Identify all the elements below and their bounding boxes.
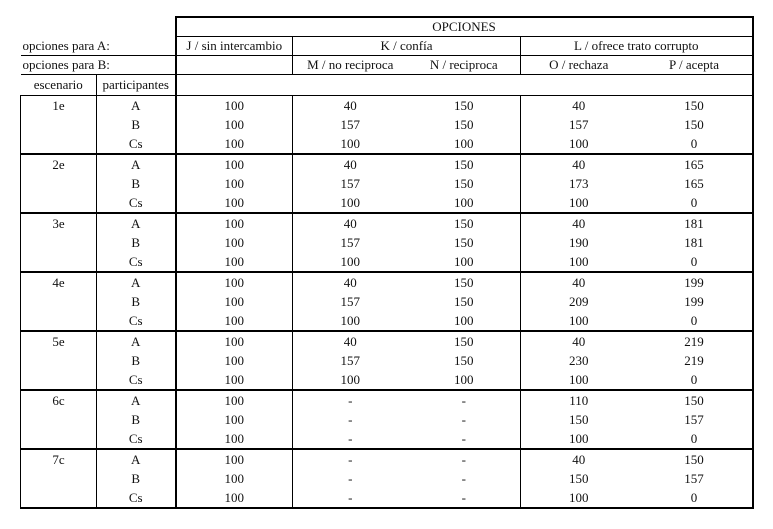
table-row [21,96,753,116]
value-m: 157 [340,353,360,368]
value-o: 40 [521,154,637,174]
scenario-label: 1e [21,96,97,116]
participant-label: B [131,353,141,368]
value-o: 100 [569,254,589,269]
value-m: 40 [293,331,408,351]
value-o: 150 [569,471,589,486]
value-m: 100 [340,372,360,387]
value-j: 100 [176,449,293,469]
value-p: 181 [637,233,753,252]
value-n: 100 [408,311,521,331]
value-j: 100 [176,134,293,154]
value-j: 100 [176,311,293,331]
value-m: 100 [340,136,360,151]
value-o: 100 [521,488,637,508]
value-j: 100 [176,272,293,292]
value-m: 100 [340,313,360,328]
value-j: 100 [176,96,293,116]
value-p: 199 [637,272,753,292]
scenario-label: 6c [21,390,97,410]
value-m: 40 [293,154,408,174]
value-m: 157 [340,294,360,309]
scenario-cell [21,488,97,508]
options-title: OPCIONES [176,17,753,37]
table-row [21,233,753,252]
value-m: 40 [293,96,408,116]
option-p-header: P / acepta [637,56,753,75]
value-j: 100 [176,488,293,508]
value-n: 150 [408,292,521,311]
table-row [21,390,753,410]
participant-label: A [97,390,176,410]
value-o: 100 [569,195,589,210]
value-o: 100 [569,313,589,328]
value-m: - [348,471,353,486]
value-j: 100 [176,331,293,351]
value-o: 40 [521,96,637,116]
table-row [21,272,753,292]
value-j: 100 [176,351,293,370]
value-p: 165 [637,174,753,193]
option-j-header: J / sin intercambio [176,37,293,56]
value-j: 100 [176,174,293,193]
scenario-cell [21,233,97,252]
value-j: 100 [176,429,293,449]
value-p: 0 [637,429,753,449]
value-n: 100 [408,370,521,390]
table-row [21,154,753,174]
scenario-cell [21,193,97,213]
value-m: 40 [293,272,408,292]
scenario-cell [21,469,97,488]
value-p: 0 [637,134,753,154]
value-n: 100 [408,193,521,213]
value-j: 100 [176,370,293,390]
option-o-header: O / rechaza [521,56,637,75]
payoff-table-container [20,16,754,509]
value-n: 100 [408,252,521,272]
value-p: 150 [637,390,753,410]
table-row [21,115,753,134]
value-n: 150 [408,154,521,174]
value-j: 100 [176,410,293,429]
participant-label: B [131,412,141,427]
value-o: 40 [521,331,637,351]
table-row [21,311,753,331]
scenario-cell [21,351,97,370]
table-row [21,174,753,193]
participant-label: B [131,176,141,191]
value-m: - [293,390,408,410]
value-p: 219 [637,331,753,351]
value-p: 0 [637,311,753,331]
value-p: 150 [637,96,753,116]
scenario-cell [21,134,97,154]
option-k-header: K / confía [293,37,521,56]
value-o: 157 [569,117,589,132]
value-p: 165 [637,154,753,174]
value-o: 100 [569,372,589,387]
value-n: - [408,449,521,469]
value-o: 110 [521,390,637,410]
participant-label: A [97,96,176,116]
value-o: 173 [569,176,589,191]
participant-label: B [131,235,141,250]
participant-label: A [97,154,176,174]
table-row [21,410,753,429]
value-m: 157 [340,117,360,132]
participant-label: A [97,272,176,292]
value-n: 150 [408,351,521,370]
scenario-label: 5e [21,331,97,351]
scenario-label: 2e [21,154,97,174]
value-j: 100 [176,193,293,213]
value-j: 100 [176,213,293,233]
payoff-table-body [21,17,753,508]
value-m: - [293,449,408,469]
value-j: 100 [176,390,293,410]
value-n: 150 [408,233,521,252]
value-j: 100 [176,115,293,134]
value-j: 100 [176,252,293,272]
value-o: 190 [569,235,589,250]
value-p: 199 [637,292,753,311]
header-row-options [21,17,753,37]
scenario-label: 4e [21,272,97,292]
value-m: 100 [340,195,360,210]
table-row [21,252,753,272]
value-m: 157 [340,235,360,250]
scenario-label: 3e [21,213,97,233]
value-o: 100 [569,136,589,151]
value-j: 100 [176,233,293,252]
value-p: 219 [637,351,753,370]
value-m: - [293,488,408,508]
participant-label: Cs [128,195,143,210]
value-n: 150 [408,272,521,292]
label-options-a: opciones para A: [22,37,110,53]
participant-label: Cs [97,488,176,508]
scenario-cell [21,370,97,390]
value-p: 150 [637,115,753,134]
scenario-cell [21,252,97,272]
value-m: 40 [293,213,408,233]
participant-label: A [97,331,176,351]
participant-label: Cs [128,136,143,151]
value-m: 157 [340,176,360,191]
value-n: - [408,488,521,508]
col-header-escenario: escenario [21,75,97,96]
value-m: - [348,412,353,427]
option-m-header: M / no reciproca [293,56,408,75]
scenario-cell [21,115,97,134]
value-n: - [408,469,521,488]
table-row [21,449,753,469]
scenario-cell [21,311,97,331]
label-options-b: opciones para B: [21,56,176,75]
table-row [21,193,753,213]
table-row [21,488,753,508]
table-row [21,292,753,311]
scenario-cell [21,429,97,449]
value-n: - [408,390,521,410]
scenario-label: 7c [21,449,97,469]
col-header-participantes: participantes [97,75,176,96]
table-row [21,213,753,233]
value-p: 0 [637,193,753,213]
participant-label: A [97,213,176,233]
value-m: - [348,431,353,446]
option-n-header: N / reciproca [408,56,521,75]
participant-label: B [131,117,141,132]
value-n: 150 [408,174,521,193]
value-j: 100 [176,154,293,174]
participant-label: Cs [128,431,143,446]
table-row [21,370,753,390]
value-o: 100 [569,431,589,446]
value-p: 181 [637,213,753,233]
value-o: 40 [521,449,637,469]
value-p: 0 [637,252,753,272]
value-n: 100 [408,134,521,154]
table-row [21,351,753,370]
table-row [21,429,753,449]
value-p: 157 [637,410,753,429]
scenario-cell [21,174,97,193]
value-o: 150 [569,412,589,427]
value-n: - [408,410,521,429]
value-o: 209 [569,294,589,309]
value-o: 40 [521,272,637,292]
value-n: 150 [408,213,521,233]
table-row [21,331,753,351]
participant-label: Cs [128,372,143,387]
value-n: - [408,429,521,449]
value-p: 0 [637,370,753,390]
value-p: 150 [637,449,753,469]
participant-label: B [131,471,141,486]
participant-label: Cs [128,313,143,328]
participant-label: B [131,294,141,309]
value-n: 150 [408,331,521,351]
scenario-cell [21,292,97,311]
table-row [21,134,753,154]
option-l-header: L / ofrece trato corrupto [521,37,753,56]
header-row-a [21,37,753,56]
participant-label: Cs [128,254,143,269]
scenario-cell [21,410,97,429]
value-n: 150 [408,96,521,116]
table-row [21,469,753,488]
header-row-b [21,56,753,75]
value-n: 150 [408,115,521,134]
payoff-table [20,16,754,509]
value-p: 157 [637,469,753,488]
value-o: 230 [569,353,589,368]
value-j: 100 [176,469,293,488]
value-j: 100 [176,292,293,311]
header-row-columns [21,75,753,96]
value-o: 40 [521,213,637,233]
value-p: 0 [637,488,753,508]
participant-label: A [97,449,176,469]
value-m: 100 [340,254,360,269]
